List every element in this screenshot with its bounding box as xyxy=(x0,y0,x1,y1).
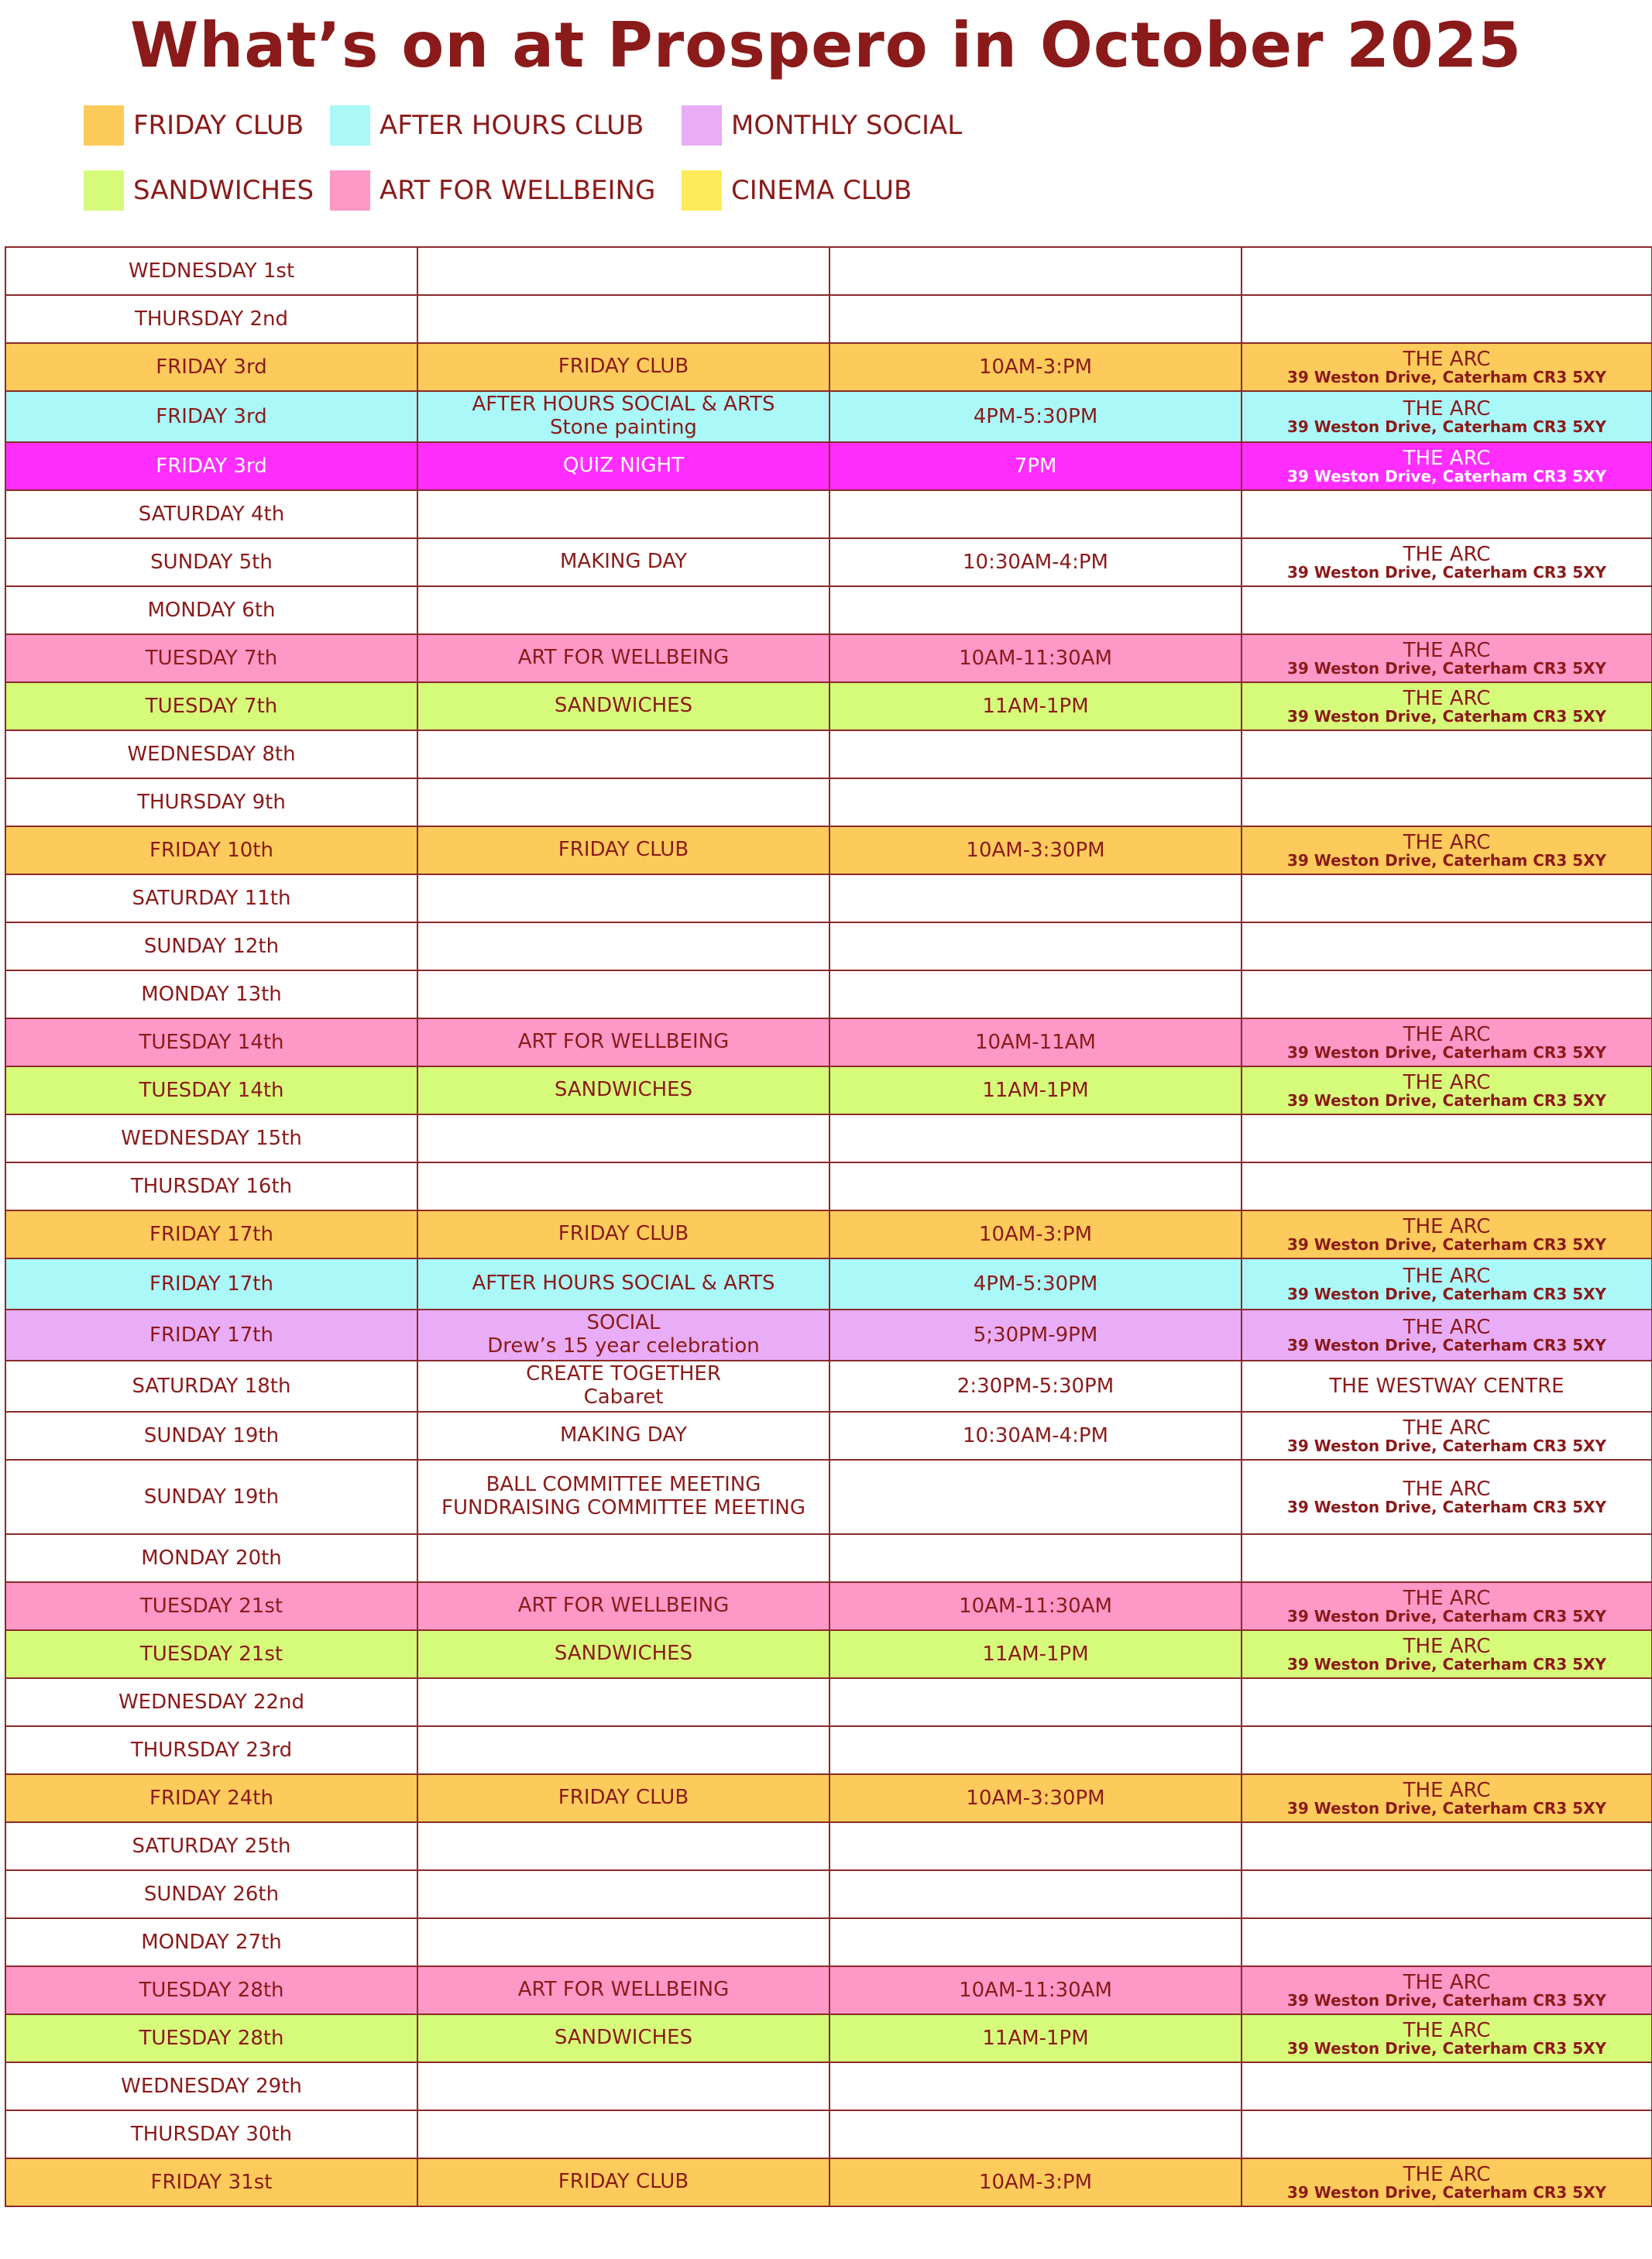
time-cell: 10AM-3:PM xyxy=(829,1210,1242,1258)
time-cell xyxy=(829,1822,1242,1870)
legend-label: SANDWICHES xyxy=(133,175,314,206)
event-cell xyxy=(417,922,829,970)
event-cell xyxy=(417,1726,829,1774)
table-row xyxy=(5,2062,1652,2110)
table-row xyxy=(5,1582,1652,1630)
venue-name: THE ARC xyxy=(1403,1478,1491,1501)
event-cell xyxy=(417,1258,829,1310)
day-cell: THURSDAY 30th xyxy=(5,2110,417,2158)
event-cell xyxy=(417,682,829,730)
time-cell xyxy=(829,970,1242,1018)
table-row xyxy=(5,1726,1652,1774)
venue-cell xyxy=(1242,1460,1652,1534)
day-cell: SATURDAY 25th xyxy=(5,1822,417,1870)
table-row xyxy=(5,1162,1652,1210)
event-cell xyxy=(417,1114,829,1162)
venue-cell xyxy=(1242,634,1652,682)
venue-cell xyxy=(1242,922,1652,970)
time-cell: 10:30AM-4:PM xyxy=(829,538,1242,586)
event-title: ART FOR WELLBEING xyxy=(517,1030,730,1054)
event-cell xyxy=(417,1582,829,1630)
event-cell xyxy=(417,343,829,391)
time-cell xyxy=(829,874,1242,922)
time-cell xyxy=(829,1534,1242,1582)
table-row xyxy=(5,970,1652,1018)
venue-address: 39 Weston Drive, Caterham CR3 5XY xyxy=(1286,1336,1607,1354)
venue-cell xyxy=(1242,1534,1652,1582)
event-title: MAKING DAY xyxy=(559,550,687,574)
venue-cell xyxy=(1242,1412,1652,1460)
table-row xyxy=(5,1774,1652,1822)
legend-swatch xyxy=(682,170,722,211)
legend-item-cinema-club xyxy=(682,170,912,211)
event-cell xyxy=(417,295,829,343)
venue-cell xyxy=(1242,538,1652,586)
time-cell xyxy=(829,2110,1242,2158)
event-title: CREATE TOGETHER xyxy=(526,1362,721,1386)
venue-cell xyxy=(1242,442,1652,490)
venue-address: 39 Weston Drive, Caterham CR3 5XY xyxy=(1286,1043,1607,1062)
legend-item-after-hours-club xyxy=(330,105,644,146)
event-cell xyxy=(417,2062,829,2110)
page-title: What’s on at Prospero in October 2025 xyxy=(130,9,1522,81)
legend-label: FRIDAY CLUB xyxy=(133,110,304,141)
event-cell xyxy=(417,874,829,922)
venue-name: THE ARC xyxy=(1403,639,1491,662)
table-row xyxy=(5,1258,1652,1310)
day-cell: SATURDAY 11th xyxy=(5,874,417,922)
legend-item-friday-club xyxy=(84,105,304,146)
day-cell: WEDNESDAY 15th xyxy=(5,1114,417,1162)
time-cell xyxy=(829,1678,1242,1726)
venue-name: THE ARC xyxy=(1403,1416,1491,1440)
day-cell: WEDNESDAY 22nd xyxy=(5,1678,417,1726)
event-cell xyxy=(417,1966,829,2014)
day-cell: THURSDAY 2nd xyxy=(5,295,417,343)
day-cell: WEDNESDAY 29th xyxy=(5,2062,417,2110)
time-cell xyxy=(829,2062,1242,2110)
event-title: AFTER HOURS SOCIAL & ARTS xyxy=(472,393,775,417)
event-cell xyxy=(417,2110,829,2158)
venue-name: THE ARC xyxy=(1403,1587,1491,1610)
venue-name: THE ARC xyxy=(1403,543,1491,566)
table-row xyxy=(5,778,1652,826)
venue-cell xyxy=(1242,826,1652,874)
event-cell xyxy=(417,1822,829,1870)
table-row xyxy=(5,1361,1652,1412)
table-row xyxy=(5,2158,1652,2206)
time-cell xyxy=(829,1870,1242,1918)
venue-address: 39 Weston Drive, Caterham CR3 5XY xyxy=(1286,1498,1607,1516)
venue-cell xyxy=(1242,1774,1652,1822)
venue-cell xyxy=(1242,1018,1652,1066)
day-cell: SUNDAY 5th xyxy=(5,538,417,586)
venue-cell xyxy=(1242,1210,1652,1258)
venue-cell xyxy=(1242,1361,1652,1412)
event-cell xyxy=(417,1210,829,1258)
event-cell xyxy=(417,1870,829,1918)
legend-item-art-for-wellbeing xyxy=(330,170,655,211)
event-title: FRIDAY CLUB xyxy=(558,2170,689,2194)
venue-address: 39 Weston Drive, Caterham CR3 5XY xyxy=(1286,467,1607,486)
day-cell: TUESDAY 7th xyxy=(5,682,417,730)
day-cell: TUESDAY 21st xyxy=(5,1582,417,1630)
legend-label: ART FOR WELLBEING xyxy=(380,175,656,206)
event-title: ART FOR WELLBEING xyxy=(517,1594,730,1618)
day-cell: FRIDAY 17th xyxy=(5,1210,417,1258)
venue-cell xyxy=(1242,1162,1652,1210)
venue-cell xyxy=(1242,1822,1652,1870)
venue-name: THE ARC xyxy=(1403,2019,1491,2042)
schedule-table xyxy=(5,246,1652,2207)
event-cell xyxy=(417,247,829,295)
event-cell xyxy=(417,490,829,538)
event-cell xyxy=(417,1162,829,1210)
time-cell xyxy=(829,1114,1242,1162)
event-title: BALL COMMITTEE MEETING xyxy=(486,1473,761,1497)
venue-name: THE ARC xyxy=(1403,1023,1491,1046)
table-row xyxy=(5,538,1652,586)
event-title: AFTER HOURS SOCIAL & ARTS xyxy=(472,1272,775,1296)
table-row xyxy=(5,874,1652,922)
venue-cell xyxy=(1242,1582,1652,1630)
venue-cell xyxy=(1242,247,1652,295)
venue-name: THE ARC xyxy=(1403,1779,1491,1802)
venue-address: 39 Weston Drive, Caterham CR3 5XY xyxy=(1286,1991,1607,2010)
table-row xyxy=(5,682,1652,730)
event-cell xyxy=(417,586,829,634)
event-cell xyxy=(417,2014,829,2062)
venue-cell xyxy=(1242,2014,1652,2062)
time-cell: 10AM-3:30PM xyxy=(829,826,1242,874)
time-cell: 7PM xyxy=(829,442,1242,490)
venue-address: 39 Weston Drive, Caterham CR3 5XY xyxy=(1286,417,1607,436)
event-cell xyxy=(417,442,829,490)
venue-cell xyxy=(1242,1114,1652,1162)
venue-address: 39 Weston Drive, Caterham CR3 5XY xyxy=(1286,1799,1607,1818)
venue-address: 39 Weston Drive, Caterham CR3 5XY xyxy=(1286,1655,1607,1674)
table-row xyxy=(5,1870,1652,1918)
day-cell: TUESDAY 7th xyxy=(5,634,417,682)
venue-cell xyxy=(1242,1310,1652,1361)
event-title: QUIZ NIGHT xyxy=(563,454,684,478)
event-title: MAKING DAY xyxy=(559,1423,687,1447)
time-cell xyxy=(829,490,1242,538)
event-title: ART FOR WELLBEING xyxy=(517,1978,730,2002)
time-cell: 11AM-1PM xyxy=(829,2014,1242,2062)
event-cell xyxy=(417,730,829,778)
event-cell xyxy=(417,1310,829,1361)
day-cell: FRIDAY 17th xyxy=(5,1258,417,1310)
table-row xyxy=(5,922,1652,970)
venue-address: 39 Weston Drive, Caterham CR3 5XY xyxy=(1286,851,1607,870)
time-cell: 11AM-1PM xyxy=(829,682,1242,730)
table-row xyxy=(5,295,1652,343)
venue-name: THE ARC xyxy=(1403,2163,1491,2186)
event-cell xyxy=(417,538,829,586)
time-cell: 5;30PM-9PM xyxy=(829,1310,1242,1361)
event-title: ART FOR WELLBEING xyxy=(517,646,730,670)
table-row xyxy=(5,1066,1652,1114)
table-row xyxy=(5,1918,1652,1966)
event-title: SANDWICHES xyxy=(554,694,693,718)
event-title: SANDWICHES xyxy=(554,1078,693,1102)
event-cell xyxy=(417,1630,829,1678)
time-cell: 4PM-5:30PM xyxy=(829,391,1242,442)
day-cell: MONDAY 27th xyxy=(5,1918,417,1966)
venue-address: 39 Weston Drive, Caterham CR3 5XY xyxy=(1286,1235,1607,1254)
day-cell: FRIDAY 3rd xyxy=(5,343,417,391)
legend-label: CINEMA CLUB xyxy=(731,175,912,206)
venue-name: THE ARC xyxy=(1403,1215,1491,1238)
venue-name: THE ARC xyxy=(1403,397,1491,421)
venue-cell xyxy=(1242,730,1652,778)
venue-address: 39 Weston Drive, Caterham CR3 5XY xyxy=(1286,1607,1607,1626)
venue-address: 39 Weston Drive, Caterham CR3 5XY xyxy=(1286,659,1607,678)
event-title: SANDWICHES xyxy=(554,1642,693,1666)
legend-swatch xyxy=(84,170,124,211)
time-cell: 10AM-11:30AM xyxy=(829,1966,1242,2014)
legend-label: AFTER HOURS CLUB xyxy=(380,110,644,141)
day-cell: MONDAY 6th xyxy=(5,586,417,634)
venue-address: 39 Weston Drive, Caterham CR3 5XY xyxy=(1286,368,1607,386)
legend-swatch xyxy=(84,105,124,146)
venue-cell xyxy=(1242,1870,1652,1918)
venue-name: THE ARC xyxy=(1403,831,1491,854)
table-row xyxy=(5,1630,1652,1678)
table-row xyxy=(5,730,1652,778)
legend-swatch xyxy=(682,105,722,146)
venue-name: THE ARC xyxy=(1403,348,1491,371)
table-row xyxy=(5,586,1652,634)
time-cell: 11AM-1PM xyxy=(829,1066,1242,1114)
event-cell xyxy=(417,1066,829,1114)
venue-cell xyxy=(1242,391,1652,442)
table-row xyxy=(5,1678,1652,1726)
time-cell xyxy=(829,1918,1242,1966)
table-row xyxy=(5,490,1652,538)
event-cell xyxy=(417,1460,829,1534)
table-row xyxy=(5,391,1652,442)
event-title: FRIDAY CLUB xyxy=(558,838,689,862)
table-row xyxy=(5,2014,1652,2062)
table-row xyxy=(5,2110,1652,2158)
day-cell: MONDAY 13th xyxy=(5,970,417,1018)
event-cell xyxy=(417,1412,829,1460)
venue-address: 39 Weston Drive, Caterham CR3 5XY xyxy=(1286,563,1607,582)
day-cell: SATURDAY 18th xyxy=(5,1361,417,1412)
time-cell: 10AM-3:30PM xyxy=(829,1774,1242,1822)
venue-address: 39 Weston Drive, Caterham CR3 5XY xyxy=(1286,1091,1607,1110)
time-cell: 2:30PM-5:30PM xyxy=(829,1361,1242,1412)
time-cell xyxy=(829,778,1242,826)
event-subtitle: FUNDRAISING COMMITTEE MEETING xyxy=(441,1496,805,1519)
time-cell xyxy=(829,730,1242,778)
event-title: SOCIAL xyxy=(586,1311,661,1335)
venue-cell xyxy=(1242,2158,1652,2206)
day-cell: TUESDAY 14th xyxy=(5,1066,417,1114)
day-cell: WEDNESDAY 8th xyxy=(5,730,417,778)
day-cell: MONDAY 20th xyxy=(5,1534,417,1582)
day-cell: FRIDAY 31st xyxy=(5,2158,417,2206)
venue-cell xyxy=(1242,2110,1652,2158)
event-cell xyxy=(417,634,829,682)
time-cell: 10:30AM-4:PM xyxy=(829,1412,1242,1460)
event-subtitle: Stone painting xyxy=(550,416,697,439)
venue-name: THE ARC xyxy=(1403,1316,1491,1339)
event-cell xyxy=(417,2158,829,2206)
day-cell: SATURDAY 4th xyxy=(5,490,417,538)
event-cell xyxy=(417,970,829,1018)
time-cell: 11AM-1PM xyxy=(829,1630,1242,1678)
day-cell: SUNDAY 19th xyxy=(5,1412,417,1460)
legend-item-monthly-social xyxy=(682,105,962,146)
venue-cell xyxy=(1242,778,1652,826)
venue-cell xyxy=(1242,2062,1652,2110)
day-cell: FRIDAY 24th xyxy=(5,1774,417,1822)
table-row xyxy=(5,1210,1652,1258)
time-cell xyxy=(829,295,1242,343)
table-row xyxy=(5,343,1652,391)
day-cell: WEDNESDAY 1st xyxy=(5,247,417,295)
event-title: FRIDAY CLUB xyxy=(558,1786,689,1810)
legend-item-sandwiches xyxy=(84,170,314,211)
event-cell xyxy=(417,778,829,826)
table-row xyxy=(5,442,1652,490)
venue-cell xyxy=(1242,1726,1652,1774)
venue-name: THE WESTWAY CENTRE xyxy=(1329,1375,1564,1398)
event-cell xyxy=(417,1534,829,1582)
event-subtitle: Drew’s 15 year celebration xyxy=(487,1334,760,1358)
venue-cell xyxy=(1242,1630,1652,1678)
table-row xyxy=(5,826,1652,874)
venue-name: THE ARC xyxy=(1403,1635,1491,1658)
time-cell: 10AM-11:30AM xyxy=(829,1582,1242,1630)
venue-address: 39 Weston Drive, Caterham CR3 5XY xyxy=(1286,2183,1607,2202)
day-cell: TUESDAY 28th xyxy=(5,2014,417,2062)
venue-cell xyxy=(1242,682,1652,730)
time-cell: 10AM-3:PM xyxy=(829,2158,1242,2206)
venue-name: THE ARC xyxy=(1403,687,1491,710)
legend-swatch xyxy=(330,170,370,211)
event-title: SANDWICHES xyxy=(554,2026,693,2050)
venue-cell xyxy=(1242,586,1652,634)
event-cell xyxy=(417,1918,829,1966)
event-cell xyxy=(417,391,829,442)
event-cell xyxy=(417,826,829,874)
day-cell: FRIDAY 3rd xyxy=(5,442,417,490)
time-cell xyxy=(829,922,1242,970)
time-cell: 10AM-11AM xyxy=(829,1018,1242,1066)
venue-cell xyxy=(1242,343,1652,391)
table-row xyxy=(5,1822,1652,1870)
table-row xyxy=(5,1018,1652,1066)
table-row xyxy=(5,634,1652,682)
venue-address: 39 Weston Drive, Caterham CR3 5XY xyxy=(1286,2039,1607,2058)
event-cell xyxy=(417,1361,829,1412)
table-row xyxy=(5,1460,1652,1534)
event-cell xyxy=(417,1678,829,1726)
venue-cell xyxy=(1242,1918,1652,1966)
event-title: FRIDAY CLUB xyxy=(558,1222,689,1246)
table-row xyxy=(5,1114,1652,1162)
time-cell xyxy=(829,586,1242,634)
day-cell: FRIDAY 3rd xyxy=(5,391,417,442)
table-row xyxy=(5,1966,1652,2014)
day-cell: THURSDAY 23rd xyxy=(5,1726,417,1774)
day-cell: FRIDAY 17th xyxy=(5,1310,417,1361)
venue-cell xyxy=(1242,295,1652,343)
venue-cell xyxy=(1242,970,1652,1018)
day-cell: THURSDAY 16th xyxy=(5,1162,417,1210)
day-cell: TUESDAY 14th xyxy=(5,1018,417,1066)
time-cell xyxy=(829,247,1242,295)
event-subtitle: Cabaret xyxy=(583,1385,664,1409)
time-cell: 10AM-11:30AM xyxy=(829,634,1242,682)
day-cell: SUNDAY 19th xyxy=(5,1460,417,1534)
legend-label: MONTHLY SOCIAL xyxy=(731,110,963,141)
day-cell: SUNDAY 12th xyxy=(5,922,417,970)
venue-address: 39 Weston Drive, Caterham CR3 5XY xyxy=(1286,707,1607,726)
venue-address: 39 Weston Drive, Caterham CR3 5XY xyxy=(1286,1437,1607,1455)
venue-name: THE ARC xyxy=(1403,447,1491,470)
time-cell xyxy=(829,1460,1242,1534)
day-cell: FRIDAY 10th xyxy=(5,826,417,874)
event-title: FRIDAY CLUB xyxy=(558,355,689,379)
legend-swatch xyxy=(330,105,370,146)
table-row xyxy=(5,247,1652,295)
day-cell: TUESDAY 28th xyxy=(5,1966,417,2014)
venue-cell xyxy=(1242,490,1652,538)
venue-cell xyxy=(1242,1258,1652,1310)
time-cell: 10AM-3:PM xyxy=(829,343,1242,391)
venue-name: THE ARC xyxy=(1403,1971,1491,1994)
event-cell xyxy=(417,1774,829,1822)
venue-name: THE ARC xyxy=(1403,1265,1491,1288)
day-cell: THURSDAY 9th xyxy=(5,778,417,826)
time-cell: 4PM-5:30PM xyxy=(829,1258,1242,1310)
day-cell: TUESDAY 21st xyxy=(5,1630,417,1678)
table-row xyxy=(5,1534,1652,1582)
table-row xyxy=(5,1412,1652,1460)
venue-cell xyxy=(1242,874,1652,922)
venue-name: THE ARC xyxy=(1403,1071,1491,1094)
venue-cell xyxy=(1242,1066,1652,1114)
table-row xyxy=(5,1310,1652,1361)
day-cell: SUNDAY 26th xyxy=(5,1870,417,1918)
venue-cell xyxy=(1242,1966,1652,2014)
event-cell xyxy=(417,1018,829,1066)
time-cell xyxy=(829,1726,1242,1774)
venue-cell xyxy=(1242,1678,1652,1726)
venue-address: 39 Weston Drive, Caterham CR3 5XY xyxy=(1286,1285,1607,1303)
time-cell xyxy=(829,1162,1242,1210)
